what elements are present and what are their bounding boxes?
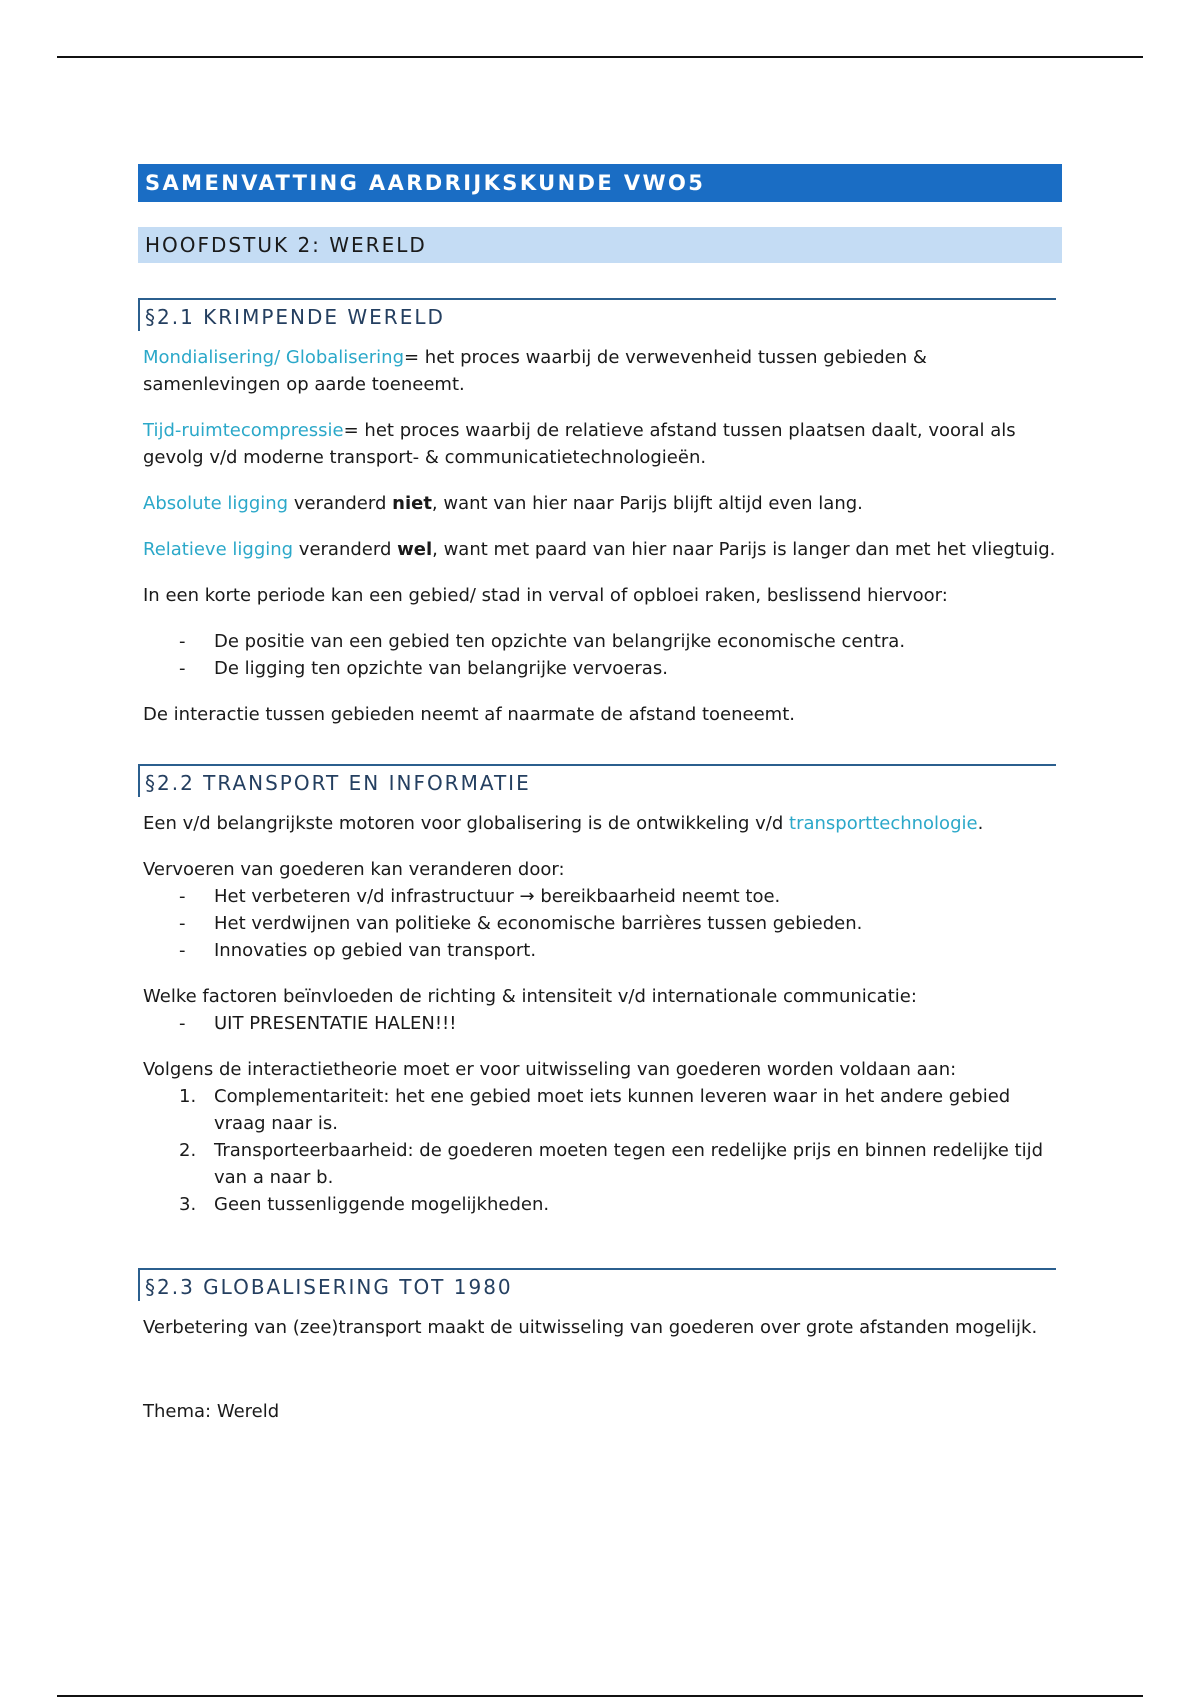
list-number: 1. xyxy=(179,1086,197,1107)
text-part: , want met paard van hier naar Parijs is langer dan met het vliegtuig. xyxy=(432,539,1056,560)
list-item-text: Transporteerbaarheid: de goederen moeten tegen een redelijke prijs en binnen redelijke tijd van a naar b. xyxy=(214,1140,1044,1188)
bullet-list-factors xyxy=(138,628,1062,682)
paragraph-factoren: Welke factoren beïnvloeden de richting & intensiteit v/d internationale communicatie: xyxy=(143,986,917,1007)
definition-text: = het proces waarbij de verwevenheid tussen gebieden & samenlevingen op aarde toeneemt. xyxy=(143,347,927,395)
bold-text: niet xyxy=(392,493,432,514)
bold-text: wel xyxy=(397,539,433,560)
document-title: SAMENVATTING AARDRIJKSKUNDE VWO5 xyxy=(138,164,1062,202)
term-mondialisering: Mondialisering/ Globalisering xyxy=(143,347,404,368)
definition-tijd-ruimtecompressie xyxy=(138,417,1062,471)
term-tijd-ruimtecompressie: Tijd-ruimtecompressie xyxy=(143,420,344,441)
paragraph-relatieve-ligging xyxy=(138,536,1062,563)
footer-theme: Thema: Wereld xyxy=(143,1401,280,1422)
definition-text: = het proces waarbij de relatieve afstand tussen plaatsen daalt, vooral als gevolg v/d moderne transport- & communicatietechnologieën. xyxy=(143,420,1016,468)
list-item xyxy=(179,1083,1062,1137)
paragraph-absolute-ligging xyxy=(138,490,1062,517)
list-item xyxy=(179,1191,1062,1218)
bottom-rule xyxy=(57,1695,1143,1697)
paragraph-interactietheorie: Volgens de interactietheorie moet er voor uitwisseling van goederen worden voldaan aan: xyxy=(143,1059,957,1080)
term-relatieve-ligging: Relatieve ligging xyxy=(143,539,294,560)
list-number: 3. xyxy=(179,1194,197,1215)
definition-mondialisering xyxy=(138,344,1062,398)
term-absolute-ligging: Absolute ligging xyxy=(143,493,289,514)
text-part: veranderd xyxy=(288,493,393,514)
term-transporttechnologie: transporttechnologie xyxy=(789,813,978,834)
list-item: - Het verbeteren v/d infrastructuur → bereikbaarheid neemt toe. xyxy=(179,883,1062,910)
numbered-list-interactietheorie xyxy=(138,1083,1062,1218)
list-item: - UIT PRESENTATIE HALEN!!! xyxy=(179,1010,1062,1037)
list-item: - Innovaties op gebied van transport. xyxy=(179,937,1062,964)
list-item-text: Complementariteit: het ene gebied moet iets kunnen leveren waar in het andere gebied vraag naar is. xyxy=(214,1086,1011,1134)
list-item: - De ligging ten opzichte van belangrijke vervoeras. xyxy=(179,655,1062,682)
top-rule xyxy=(57,56,1143,58)
paragraph-verval-opbloei: In een korte periode kan een gebied/ stad in verval of opbloei raken, beslissend hiervoor: xyxy=(143,585,948,606)
paragraph-motoren xyxy=(138,810,1062,837)
section-heading-2-2: §2.2 TRANSPORT EN INFORMATIE xyxy=(138,764,1056,797)
paragraph-interactie: De interactie tussen gebieden neemt af naarmate de afstand toeneemt. xyxy=(143,704,795,725)
chapter-heading: HOOFDSTUK 2: WERELD xyxy=(138,227,1062,263)
list-item-text: Geen tussenliggende mogelijkheden. xyxy=(214,1194,550,1215)
bullet-list-factoren xyxy=(138,1010,1062,1037)
text-part: Een v/d belangrijkste motoren voor globalisering is de ontwikkeling v/d xyxy=(143,813,790,834)
list-item: - De positie van een gebied ten opzichte van belangrijke economische centra. xyxy=(179,628,1062,655)
list-number: 2. xyxy=(179,1140,197,1161)
document-content xyxy=(138,164,1062,1425)
section-heading-2-3: §2.3 GLOBALISERING TOT 1980 xyxy=(138,1268,1056,1301)
paragraph-zeetransport: Verbetering van (zee)transport maakt de uitwisseling van goederen over grote afstanden mogelijk. xyxy=(143,1317,1038,1338)
text-part: , want van hier naar Parijs blijft altijd even lang. xyxy=(431,493,863,514)
text-part: . xyxy=(977,813,984,834)
text-part: veranderd xyxy=(293,539,398,560)
paragraph-vervoeren: Vervoeren van goederen kan veranderen door: xyxy=(143,859,565,880)
list-item: - Het verdwijnen van politieke & economische barrières tussen gebieden. xyxy=(179,910,1062,937)
section-heading-2-1: §2.1 KRIMPENDE WERELD xyxy=(138,298,1056,331)
bullet-list-vervoeren xyxy=(138,883,1062,964)
list-item xyxy=(179,1137,1062,1191)
